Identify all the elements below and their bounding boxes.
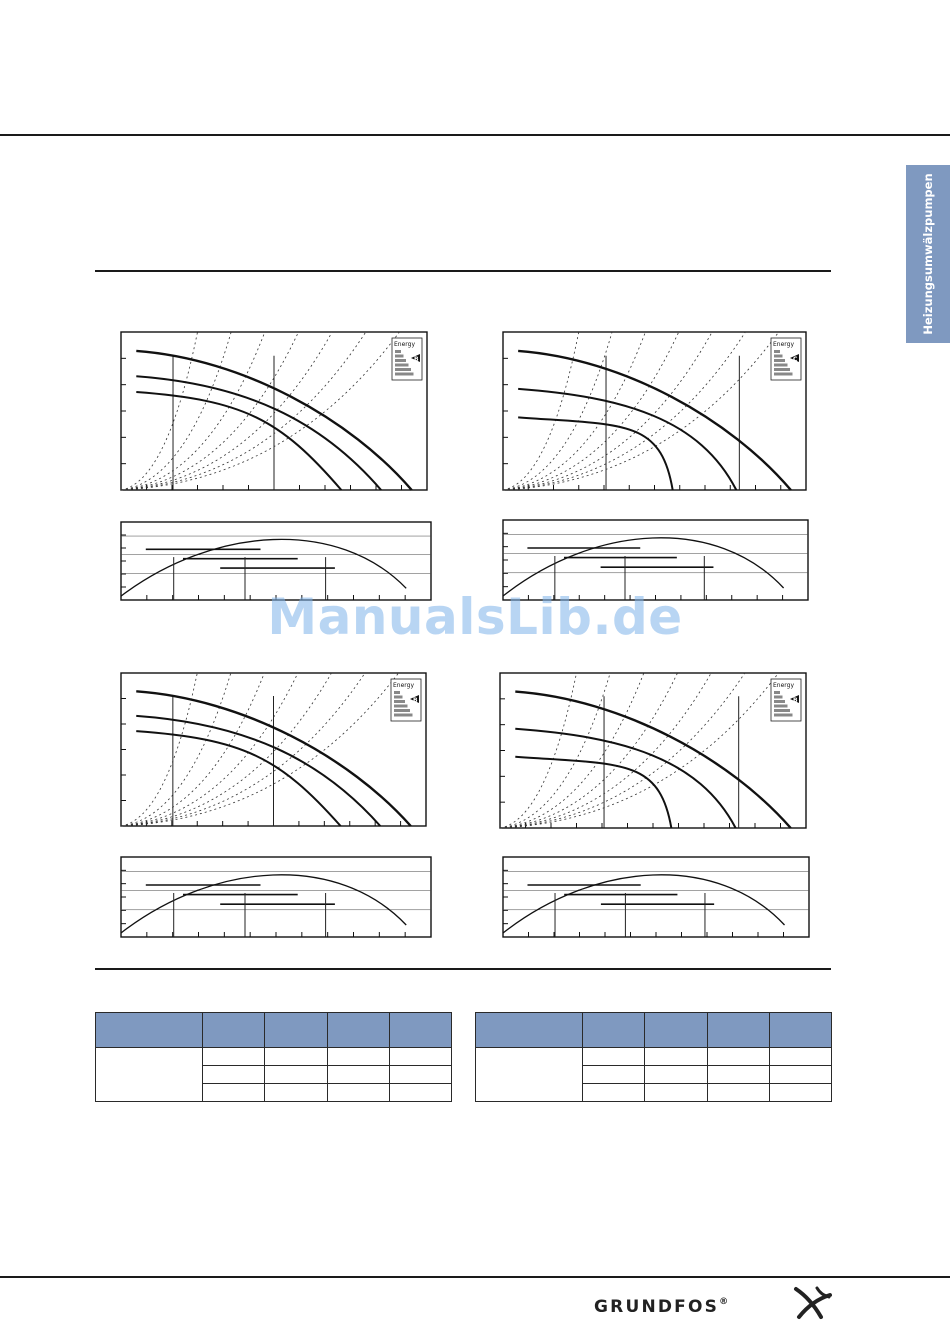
energy-bar (394, 714, 413, 717)
table-cell (645, 1066, 707, 1084)
table-header-row (96, 1013, 452, 1048)
pump-curve-head-plot (121, 673, 426, 826)
table-cell (203, 1084, 265, 1102)
spec-table-right (475, 1012, 832, 1102)
table-cell-merged (96, 1048, 203, 1102)
table-cell (769, 1066, 831, 1084)
brand-logo (594, 1297, 728, 1317)
table-cell (645, 1084, 707, 1102)
energy-label-text: Energy (394, 341, 416, 348)
energy-bar (774, 691, 780, 694)
table-cell (203, 1048, 265, 1066)
table-cell (769, 1084, 831, 1102)
system-curve (503, 332, 679, 490)
energy-bar (774, 355, 783, 358)
table-cell (265, 1048, 327, 1066)
table-cell (707, 1048, 769, 1066)
system-curve (121, 332, 298, 490)
energy-bar (774, 350, 780, 353)
table-header-cell (203, 1013, 265, 1048)
energy-bar (394, 700, 405, 703)
energy-bar (774, 368, 790, 371)
system-curve (503, 332, 579, 490)
energy-bar (774, 709, 790, 712)
table-cell (645, 1048, 707, 1066)
energy-bar (395, 359, 406, 362)
system-curve (500, 673, 577, 828)
system-curve (121, 673, 298, 826)
table-cell (769, 1048, 831, 1066)
top-rule (0, 134, 950, 136)
table-header-cell (389, 1013, 451, 1048)
table-cell (203, 1066, 265, 1084)
pump-curve-head-plot (500, 673, 806, 828)
system-curve (121, 673, 197, 826)
energy-bar (774, 359, 785, 362)
system-curve (121, 673, 331, 826)
energy-bar (395, 364, 409, 367)
section-rule-top (95, 270, 831, 272)
table-row (96, 1048, 452, 1066)
system-curve (500, 673, 745, 828)
pump-curve-power-plot (121, 857, 431, 937)
energy-class-badge: B (793, 697, 798, 704)
energy-label-text: Energy (393, 682, 415, 689)
table-cell (389, 1066, 451, 1084)
energy-bar (394, 705, 408, 708)
energy-class-badge: C (793, 356, 798, 363)
plot-frame (121, 857, 431, 937)
table-cell (389, 1048, 451, 1066)
grundfos-logo-icon (793, 1285, 833, 1326)
energy-bar (394, 691, 400, 694)
table-cell (583, 1048, 645, 1066)
table-header-cell (476, 1013, 583, 1048)
table-header-cell (583, 1013, 645, 1048)
energy-bar (774, 364, 788, 367)
table-header-cell (645, 1013, 707, 1048)
table-cell (327, 1048, 389, 1066)
table-cell (707, 1084, 769, 1102)
energy-bar (394, 696, 403, 699)
table-header-cell (769, 1013, 831, 1048)
pump-curve (515, 757, 671, 828)
table-cell (583, 1084, 645, 1102)
plot-frame (503, 857, 809, 937)
table-cell (265, 1066, 327, 1084)
section-rule-bottom (95, 968, 831, 970)
energy-bar (395, 355, 404, 358)
pump-curve-power-plot (503, 857, 809, 937)
table-header-cell (265, 1013, 327, 1048)
energy-bar (774, 705, 788, 708)
energy-class-badge: B (413, 697, 418, 704)
energy-label-text: Energy (773, 682, 795, 689)
pump-curve-head-plot (503, 332, 806, 490)
table-cell (327, 1066, 389, 1084)
energy-class-badge: B (414, 356, 419, 363)
energy-bar (395, 373, 414, 376)
table-cell (265, 1084, 327, 1102)
spec-table-left (95, 1012, 452, 1102)
table-cell (707, 1066, 769, 1084)
table-header-cell (96, 1013, 203, 1048)
energy-bar (395, 368, 411, 371)
brand-registered: ® (719, 1297, 729, 1307)
table-cell-merged (476, 1048, 583, 1102)
energy-label-text: Energy (773, 341, 795, 348)
table-header-cell (327, 1013, 389, 1048)
energy-bar (774, 714, 793, 717)
pump-curve (518, 417, 673, 490)
pump-curve (515, 729, 735, 828)
pump-curve-head-plot (121, 332, 427, 490)
table-row (476, 1048, 832, 1066)
system-curve (121, 332, 198, 490)
table-cell (389, 1084, 451, 1102)
energy-bar (774, 696, 783, 699)
table-cell (327, 1084, 389, 1102)
footer-rule (0, 1276, 950, 1278)
side-tab[interactable] (906, 165, 950, 343)
energy-bar (774, 700, 785, 703)
energy-bar (395, 350, 401, 353)
table-cell (583, 1066, 645, 1084)
table-header-cell (707, 1013, 769, 1048)
brand-name: GRUNDFOS (594, 1297, 720, 1317)
energy-bar (394, 709, 410, 712)
table-header-row (476, 1013, 832, 1048)
system-curve (503, 332, 745, 490)
energy-bar (774, 373, 793, 376)
system-curve (500, 673, 677, 828)
side-tab-label: Heizungsumwälzpumpen (921, 173, 935, 335)
watermark: ManualsLib.de (267, 588, 683, 646)
